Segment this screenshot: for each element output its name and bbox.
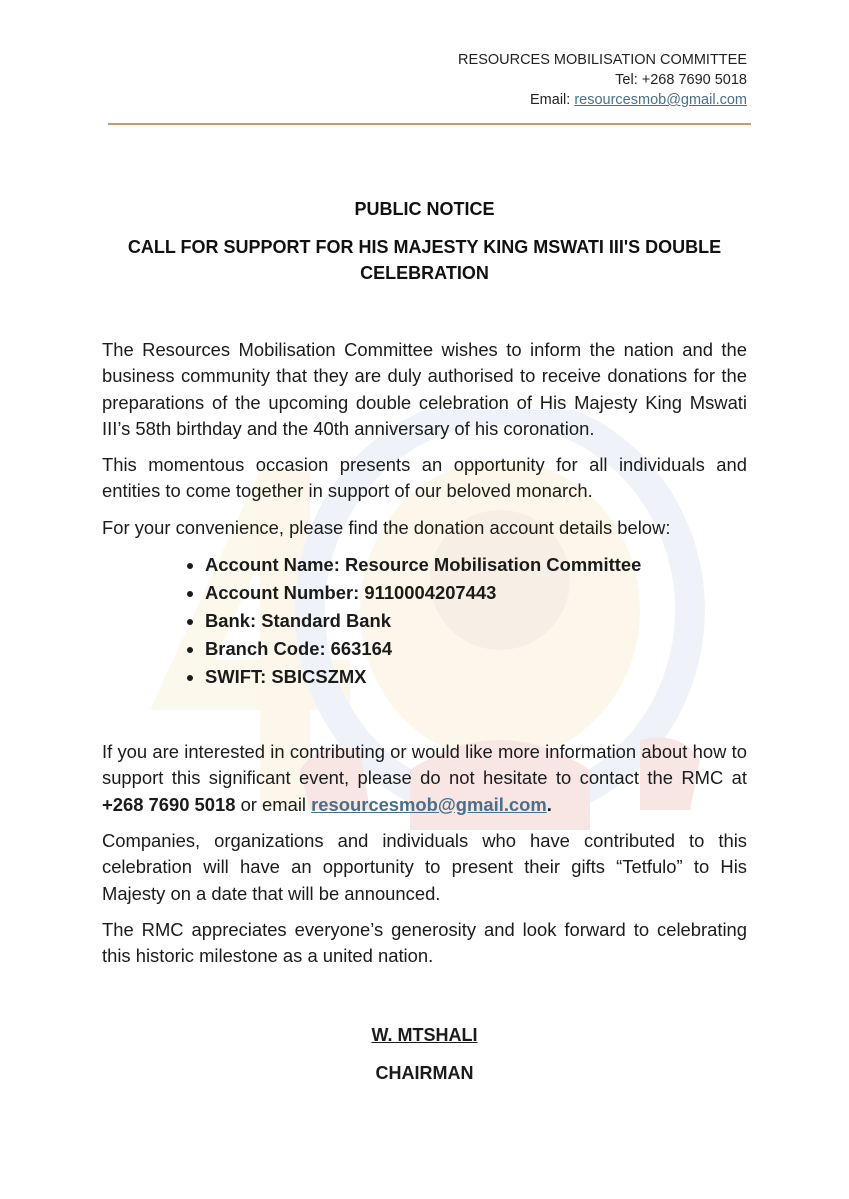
contact-phone: +268 7690 5018	[102, 793, 236, 815]
signatory-name: W. MTSHALI	[371, 1025, 478, 1045]
tel-number: +268 7690 5018	[641, 72, 747, 88]
contact-email-link[interactable]: resourcesmob@gmail.com	[311, 793, 547, 815]
org-tel: Tel: +268 7690 5018	[615, 72, 747, 88]
bank-item: • Bank: Standard Bank	[205, 607, 747, 635]
swift-item: • SWIFT: SBICSZMX	[205, 663, 747, 691]
paragraph-contact: If you are interested in contributing or would like more information about how to support this significant event, please do not hesitate to contact the RMC at +268 7690 5018 or email resourcesmob@gmail.com.	[102, 741, 747, 815]
paragraph-occasion: This momentous occasion presents an opportunity for all individuals and entities to come together in support of our beloved monarch.	[102, 454, 747, 502]
account-number-item: • Account Number: 9110004207443	[205, 579, 747, 607]
branch-code-item: • Branch Code: 663164	[205, 635, 747, 663]
org-email: Email: resourcesmob@gmail.com	[530, 92, 747, 108]
header-email-link[interactable]: resourcesmob@gmail.com	[574, 92, 747, 108]
account-details-list	[102, 551, 747, 691]
letterhead	[458, 50, 747, 110]
signatory-title: CHAIRMAN	[375, 1063, 474, 1083]
paragraph-intro: The Resources Mobilisation Committee wishes to inform the nation and the business community that they are duly authorised to receive donations for the preparations of the upcoming double celebration of His Majesty King Mswati III’s 58th birthday and the 40th anniversary of his coronation.	[102, 339, 747, 439]
notice-subtitle: CALL FOR SUPPORT FOR HIS MAJESTY KING MSWATI III'S DOUBLE CELEBRATION	[127, 237, 722, 283]
header-divider	[108, 123, 751, 125]
account-name-item: • Account Name: Resource Mobilisation Committee	[205, 551, 747, 579]
paragraph-gifts: Companies, organizations and individuals who have contributed to this celebration will have an opportunity to present their gifts “Tetfulo” to His Majesty on a date that will be announced.	[102, 829, 747, 904]
paragraph-closing: The RMC appreciates everyone’s generosity and look forward to celebrating this historic milestone as a united nation.	[102, 918, 747, 967]
notice-body	[102, 337, 747, 979]
notice-title: PUBLIC NOTICE	[354, 199, 495, 219]
paragraph-account-intro: For your convenience, please find the donation account details below:	[102, 516, 671, 538]
org-name: RESOURCES MOBILISATION COMMITTEE	[458, 52, 747, 68]
